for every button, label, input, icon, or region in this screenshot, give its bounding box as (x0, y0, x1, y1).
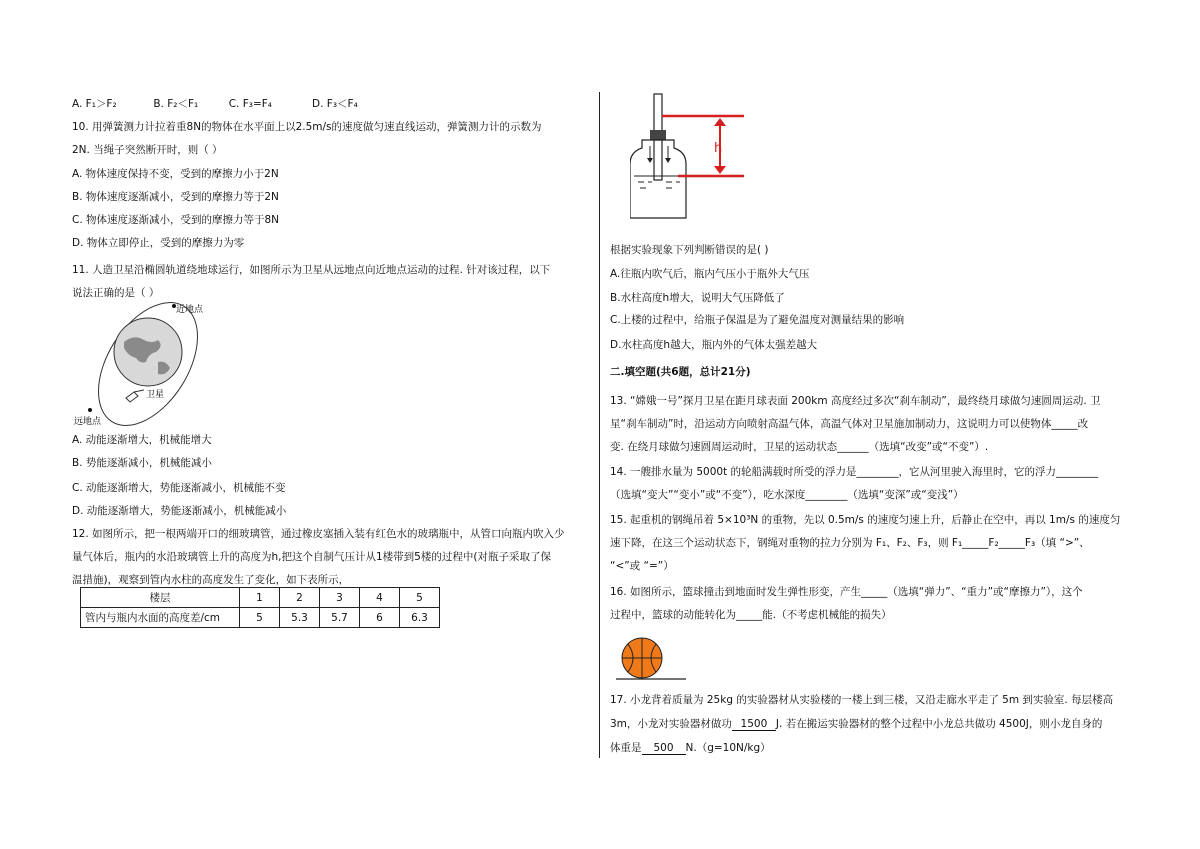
q15-line-2: 速下降，在这三个运动状态下，钢绳对重物的拉力分别为 F₁、F₂、F₃，则 F₁_____F₂_____F₃（填 “>”、 (610, 537, 1090, 549)
q17-answer-weight: 500 (642, 743, 686, 755)
table-cell: 管内与瓶内水面的高度差/cm (81, 608, 240, 628)
q9-option-d: D. F₃＜F₄ (312, 98, 358, 110)
q17-line-3 (610, 742, 771, 755)
table-cell: 5 (240, 608, 280, 628)
q9-option-a: A. F₁＞F₂ (72, 98, 117, 110)
q13-line-2: 星“刹车制动”时，沿运动方向喷射高温气体，高温气体对卫星施加制动力，这说明力可以使物体_____改 (610, 418, 1089, 430)
q17-line-1: 17. 小龙背着质量为 25kg 的实验器材从实验楼的一楼上到三楼，又沿走廊水平走了 5m 到实验室. 每层楼高 (610, 694, 1114, 706)
table-cell: 5 (400, 588, 440, 608)
q10-stem-2: 2N. 当绳子突然断开时，则（ ） (72, 144, 223, 156)
q14-line-2: （选填“变大”“变小”或“不变”），吃水深度________（选填“变深”或“变浅”） (610, 489, 964, 501)
q10-option-c: C. 物体速度逐渐减小，受到的摩擦力等于8N (72, 214, 280, 226)
barometer-bottle-figure (630, 90, 790, 230)
bottle-icon (630, 140, 686, 218)
q17-line-2 (610, 718, 1102, 731)
q15-line-1: 15. 起重机的钢绳吊着 5×10³N 的重物，先以 0.5m/s 的速度匀速上升，后静止在空中，再以 1m/s 的速度匀 (610, 514, 1121, 526)
q9-options (72, 98, 358, 110)
q12-cont-stem: 根据实验现象下列判断错误的是( ) (610, 244, 769, 256)
table-cell: 4 (360, 588, 400, 608)
q13-line-1: 13. “嫦娥一号”探月卫星在距月球表面 200km 高度经过多次“刹车制动”，最终绕月球做匀速圆周运动. 卫 (610, 395, 1101, 407)
table-cell: 2 (280, 588, 320, 608)
section-title: 二.填空题(共6题，总计21分) (610, 366, 751, 378)
q9-option-c: C. F₃=F₄ (228, 98, 272, 110)
column-divider (599, 92, 600, 758)
q13-line-3: 变. 在绕月球做匀速圆周运动时，卫星的运动状态______（选填“改变”或“不变”）. (610, 441, 989, 453)
satellite-orbit-figure (72, 302, 222, 428)
q12-data-table (80, 587, 440, 628)
q12-option-b: B.水柱高度h增大，说明大气压降低了 (610, 292, 785, 304)
q16-line-2: 过程中，篮球的动能转化为_____能.（不考虑机械能的损失） (610, 609, 892, 621)
q17-answer-work: 1500 (732, 719, 776, 731)
q14-line-1: 14. 一艘排水量为 5000t 的轮船满载时所受的浮力是________，它从河里驶入海里时，它的浮力________ (610, 466, 1099, 478)
q17-text: N.（g=10N/kg） (685, 742, 771, 754)
apogee-label: 远地点 (74, 417, 102, 427)
table-cell: 5.7 (320, 608, 360, 628)
q12-stem-1: 12. 如图所示，把一根两端开口的细玻璃管，通过橡皮塞插入装有红色水的玻璃瓶中，从管口向瓶内吹入少 (72, 528, 565, 540)
q10-option-b: B. 物体速度逐渐减小，受到的摩擦力等于2N (72, 191, 279, 203)
q17-text: 体重是 (610, 742, 642, 754)
q11-option-b: B. 势能逐渐减小，机械能减小 (72, 457, 212, 469)
q11-option-c: C. 动能逐渐增大，势能逐渐减小，机械能不变 (72, 482, 286, 494)
q10-stem-1: 10. 用弹簧测力计拉着重8N的物体在水平面上以2.5m/s的速度做匀速直线运动，弹簧测力计的示数为 (72, 121, 542, 133)
table-cell: 楼层 (81, 588, 240, 608)
table-cell: 6.3 (400, 608, 440, 628)
table-cell: 6 (360, 608, 400, 628)
glass-tube-icon (654, 94, 662, 134)
table-row (81, 608, 440, 628)
satellite-label: 卫星 (146, 390, 165, 400)
satellite-icon (126, 392, 138, 402)
q11-option-d: D. 动能逐渐增大，势能逐渐减小，机械能减小 (72, 505, 287, 517)
height-label: h (714, 141, 723, 156)
q11-stem-1: 11. 人造卫星沿椭圆轨道绕地球运行，如图所示为卫星从远地点向近地点运动的过程. 针对该过程，以下 (72, 264, 551, 276)
q12-option-a: A.往瓶内吹气后，瓶内气压小于瓶外大气压 (610, 268, 810, 280)
rubber-stopper-icon (650, 130, 666, 140)
q17-text: 3m，小龙对实验器材做功 (610, 718, 732, 730)
q12-option-c: C.上楼的过程中，给瓶子保温是为了避免温度对测量结果的影响 (610, 314, 905, 326)
q11-option-a: A. 动能逐渐增大，机械能增大 (72, 434, 212, 446)
q10-option-d: D. 物体立即停止，受到的摩擦力为零 (72, 237, 245, 249)
q15-line-3: “<”或 “=”） (610, 560, 674, 572)
q10-option-a: A. 物体速度保持不变，受到的摩擦力小于2N (72, 168, 279, 180)
q9-option-b: B. F₂＜F₁ (153, 98, 199, 110)
table-cell: 5.3 (280, 608, 320, 628)
q16-line-1: 16. 如图所示，篮球撞击到地面时发生弹性形变，产生_____（选填“弹力”、“重力”或“摩擦力”），这个 (610, 586, 1083, 598)
q11-stem-2: 说法正确的是（ ） (72, 287, 160, 299)
basketball-figure (616, 636, 686, 684)
table-cell: 1 (240, 588, 280, 608)
q17-text: J. 若在搬运实验器材的整个过程中小龙总共做功 4500J，则小龙自身的 (775, 718, 1103, 730)
q12-stem-2: 量气体后，瓶内的水沿玻璃管上升的高度为h,把这个自制气压计从1楼带到5楼的过程中(对瓶子采取了保 (72, 551, 551, 563)
perigee-label: 近地点 (176, 305, 204, 315)
q12-stem-3: 温措施)，观察到管内水柱的高度发生了变化，如下表所示， (72, 574, 350, 586)
table-cell: 3 (320, 588, 360, 608)
q12-option-d: D.水柱高度h越大，瓶内外的气体太强差越大 (610, 339, 818, 351)
table-header-row (81, 588, 440, 608)
